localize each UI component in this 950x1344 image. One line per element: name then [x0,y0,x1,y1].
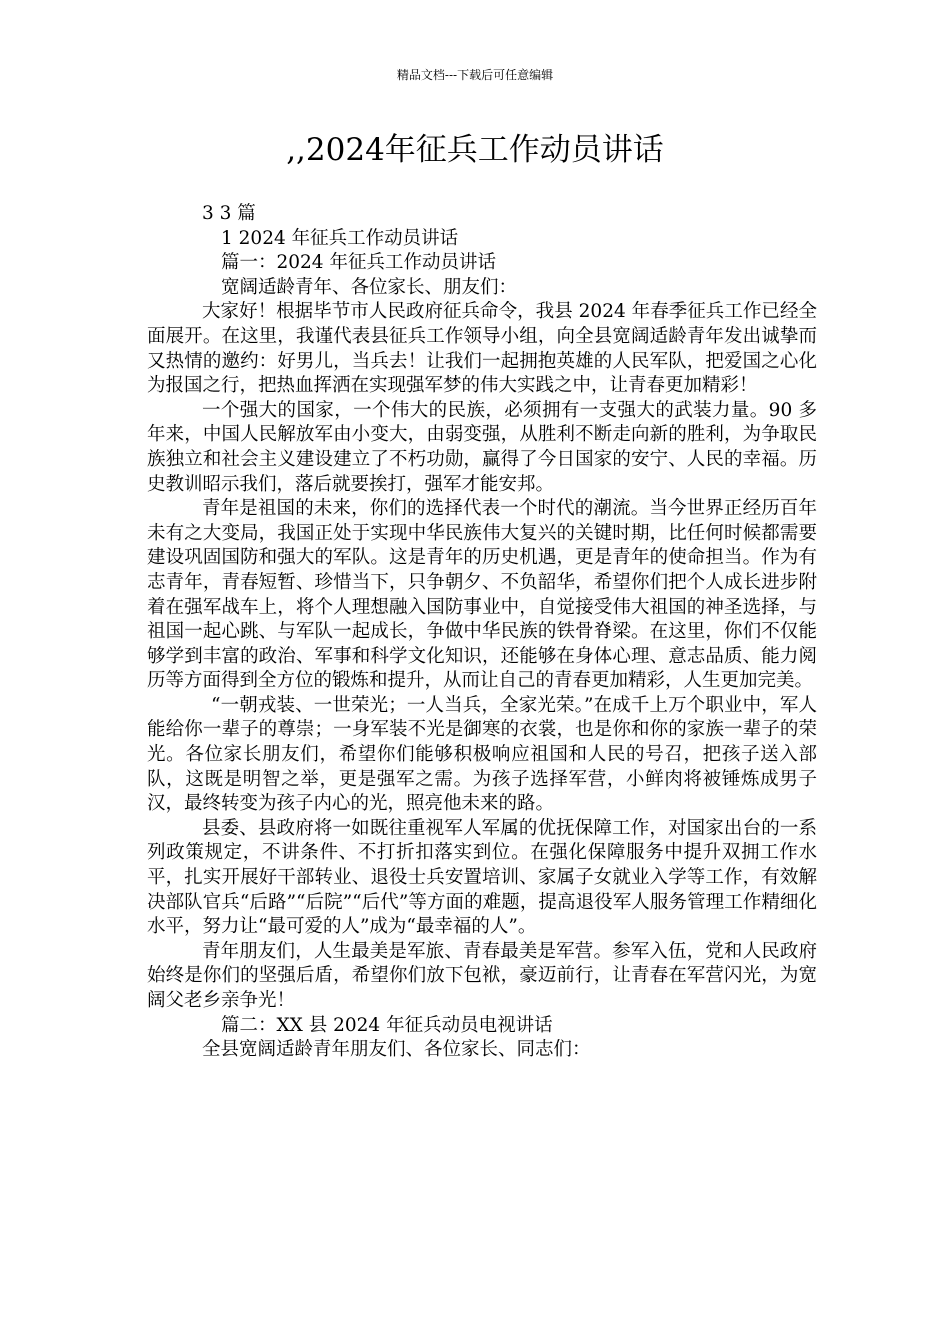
salutation-two: 全县宽阔适龄青年朋友们、各位家长、同志们： [202,1039,591,1061]
body-paragraph: 一个强大的国家，一个伟大的民族，必须拥有一支强大的武装力量。90 多年来，中国人民解放军由小变大，由弱变强，从胜利不断走向新的胜利，为争取民族独立和社会主义建设建立了不朽功勋，赢得了今日国家的安宁、人民的幸福。历史教训昭示我们，落后就要挨打，强军才能安邦。 [147,399,817,495]
salutation-one: 宽阔适龄青年、各位家长、朋友们： [221,276,518,298]
body-paragraph: “一朝戎装、一世荣光；一人当兵，全家光荣。”在成千上万个职业中，军人能给你一辈子的尊崇；一身军装不光是御寒的衣裳，也是你和你的家族一辈子的荣光。各位家长朋友们，希望你们能够积极响应祖国和人民的号召，把孩子送入部队，这既是明智之举，更是强军之需。为孩子选择军营，小鲜肉将被锤炼成男子汉，最终转变为孩子内心的光，照亮他未来的路。 [147,694,817,815]
document-title: ,,2024年征兵工作动员讲话 [286,132,664,168]
article-index-line: 1 2024 年征兵工作动员讲话 [221,227,459,249]
part-two-heading: 篇二：XX 县 2024 年征兵动员电视讲话 [221,1014,553,1036]
body-paragraph: 县委、县政府将一如既往重视军人军属的优抚保障工作，对国家出台的一系列政策规定，不讲条件、不打折扣落实到位。在强化保障服务中提升双拥工作水平，扎实开展好干部转业、退役士兵安置培训、家属子女就业入学等工作，有效解决部队官兵“后路”“后院”“后代”等方面的难题，提高退役军人服务管理工作精细化水平，努力让“最可爱的人”成为“最幸福的人”。 [147,817,817,938]
page-header-note: 精品文档---下载后可任意编辑 [396,68,554,82]
part-one-heading: 篇一：2024 年征兵工作动员讲话 [221,252,496,274]
article-count-line: 3 3 篇 [202,203,256,224]
body-paragraph: 大家好！根据毕节市人民政府征兵命令，我县 2024 年春季征兵工作已经全面展开。在这里，我谨代表县征兵工作领导小组，向全县宽阔适龄青年发出诚挚而又热情的邀约：好男儿，当兵去！让我们一起拥抱英雄的人民军队，把爱国之心化为报国之行，把热血挥洒在实现强军梦的伟大实践之中，让青春更加精彩！ [147,301,817,397]
document-body [147,202,817,1063]
body-paragraph: 青年是祖国的未来，你们的选择代表一个时代的潮流。当今世界正经历百年未有之大变局，我国正处于实现中华民族伟大复兴的关键时期，比任何时候都需要建设巩固国防和强大的军队。这是青年的历史机遇，更是青年的使命担当。作为有志青年，青春短暂、珍惜当下，只争朝夕、不负韶华，希望你们把个人成长进步附着在强军战车上，将个人理想融入国防事业中，自觉接受伟大祖国的神圣选择，与祖国一起心跳、与军队一起成长，争做中华民族的铁骨脊梁。在这里，你们不仅能够学到丰富的政治、军事和科学文化知识，还能够在身体心理、意志品质、能力阅历等方面得到全方位的锻炼和提升，从而让自己的青春更加精彩，人生更加完美。 [147,498,817,692]
body-paragraph: 青年朋友们，人生最美是军旅、青春最美是军营。参军入伍，党和人民政府始终是你们的坚强后盾，希望你们放下包袱，豪迈前行，让青春在军营闪光，为宽阔父老乡亲争光！ [147,940,817,1011]
